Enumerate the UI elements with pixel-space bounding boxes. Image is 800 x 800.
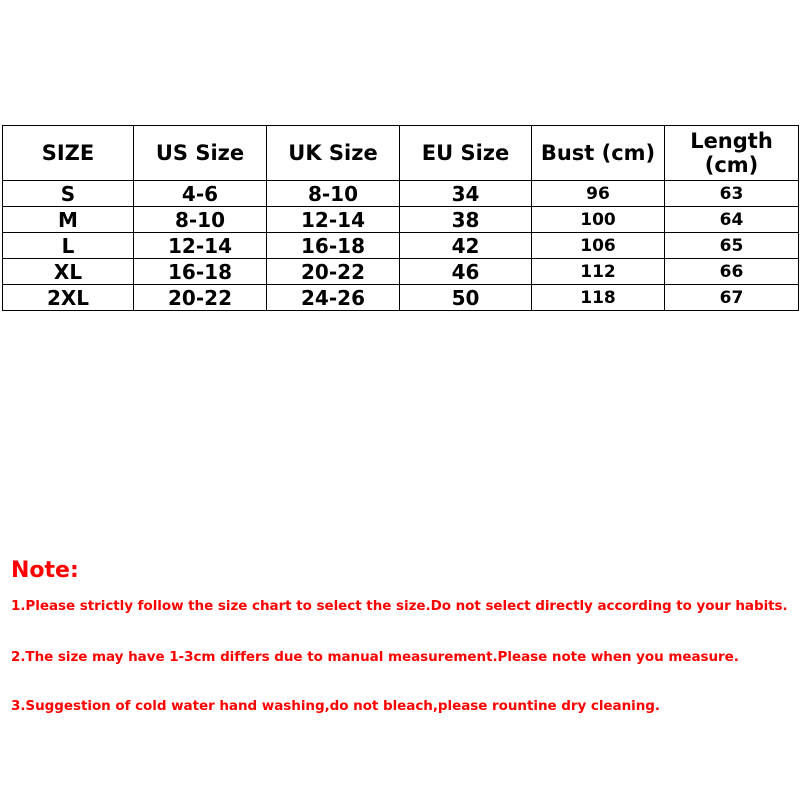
cell-bust: 100 xyxy=(532,207,665,233)
cell-us-size: 12-14 xyxy=(134,233,267,259)
header-eu-size: EU Size xyxy=(400,126,532,181)
cell-size: XL xyxy=(3,259,134,285)
cell-length: 63 xyxy=(665,181,799,207)
header-length xyxy=(665,126,799,181)
cell-uk-size: 24-26 xyxy=(267,285,400,311)
cell-eu-size: 50 xyxy=(400,285,532,311)
cell-size: L xyxy=(3,233,134,259)
note-title: Note: xyxy=(11,558,79,583)
cell-length: 66 xyxy=(665,259,799,285)
table-row xyxy=(3,285,799,311)
header-bust xyxy=(532,126,665,181)
header-uk-size: UK Size xyxy=(267,126,400,181)
cell-us-size: 4-6 xyxy=(134,181,267,207)
cell-uk-size: 20-22 xyxy=(267,259,400,285)
cell-length: 65 xyxy=(665,233,799,259)
cell-eu-size: 38 xyxy=(400,207,532,233)
cell-us-size: 16-18 xyxy=(134,259,267,285)
cell-uk-size: 16-18 xyxy=(267,233,400,259)
table-row xyxy=(3,259,799,285)
cell-us-size: 20-22 xyxy=(134,285,267,311)
table-row xyxy=(3,207,799,233)
cell-bust: 106 xyxy=(532,233,665,259)
size-chart-table xyxy=(2,125,799,311)
cell-bust: 112 xyxy=(532,259,665,285)
cell-eu-size: 42 xyxy=(400,233,532,259)
header-length-label: Length (cm) xyxy=(690,129,773,177)
note-line-2: 2.The size may have 1-3cm differs due to manual measurement.Please note when you measure. xyxy=(11,649,739,665)
cell-uk-size: 12-14 xyxy=(267,207,400,233)
cell-bust: 118 xyxy=(532,285,665,311)
table-row xyxy=(3,233,799,259)
cell-size: 2XL xyxy=(3,285,134,311)
cell-eu-size: 46 xyxy=(400,259,532,285)
table-header-row xyxy=(3,126,799,181)
header-size: SIZE xyxy=(3,126,134,181)
cell-us-size: 8-10 xyxy=(134,207,267,233)
table-row xyxy=(3,181,799,207)
header-bust-label: Bust (cm) xyxy=(540,141,656,165)
note-line-1: 1.Please strictly follow the size chart to select the size.Do not select directly according to your habits. xyxy=(11,598,788,614)
cell-length: 67 xyxy=(665,285,799,311)
header-us-size: US Size xyxy=(134,126,267,181)
cell-bust: 96 xyxy=(532,181,665,207)
cell-eu-size: 34 xyxy=(400,181,532,207)
cell-uk-size: 8-10 xyxy=(267,181,400,207)
cell-size: M xyxy=(3,207,134,233)
note-line-3: 3.Suggestion of cold water hand washing,do not bleach,please rountine dry cleaning. xyxy=(11,698,660,714)
cell-size: S xyxy=(3,181,134,207)
cell-length: 64 xyxy=(665,207,799,233)
